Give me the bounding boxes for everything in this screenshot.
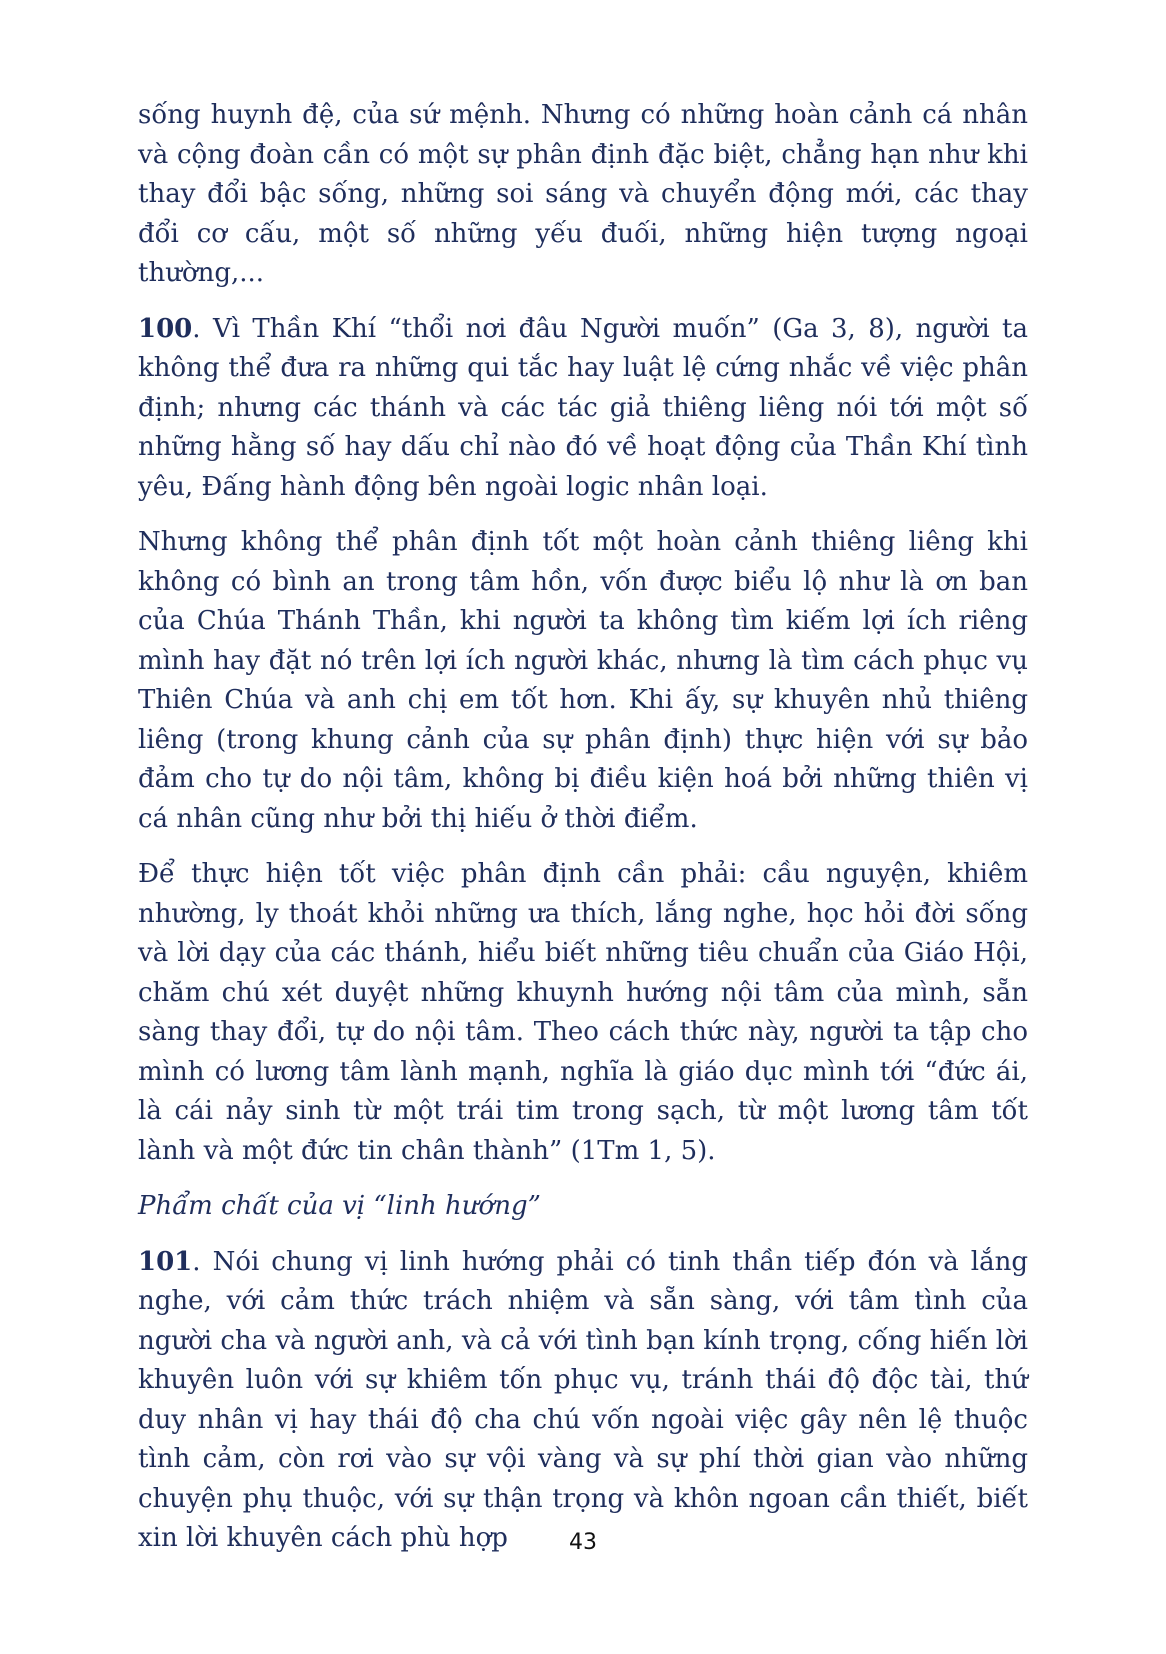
paragraph — [138, 96, 1028, 294]
paragraph-text: sống huynh đệ, của sứ mệnh. Nhưng có những hoàn cảnh cá nhân và cộng đoàn cần có một sự phân định đặc biệt, chẳng hạn như khi thay đổi bậc sống, những soi sáng và chuyển động mới, các thay đổi cơ cấu, một số những yếu đuối, những hiện tượng ngoại thường,... — [138, 100, 1028, 288]
paragraph — [138, 310, 1028, 508]
paragraph-text: Để thực hiện tốt việc phân định cần phải: cầu nguyện, khiêm nhường, ly thoát khỏi những ưa thích, lắng nghe, học hỏi đời sống và lời dạy của các thánh, hiểu biết những tiêu chuẩn của Giáo Hội, chăm chú xét duyệt những khuynh hướng nội tâm của mình, sẵn sàng thay đổi, tự do nội tâm. Theo cách thức này, người ta tập cho mình có lương tâm lành mạnh, nghĩa là giáo dục mình tới “đức ái, là cái nảy sinh từ một trái tim trong sạch, từ một lương tâm tốt lành và một đức tin chân thành” (1Tm 1, 5). — [138, 859, 1028, 1166]
paragraph — [138, 855, 1028, 1171]
paragraph-text: . Vì Thần Khí “thổi nơi đâu Người muốn” (Ga 3, 8), người ta không thể đưa ra những qui tắc hay luật lệ cứng nhắc về việc phân định; nhưng các thánh và các tác giả thiêng liêng nói tới một số những hằng số hay dấu chỉ nào đó về hoạt động của Thần Khí tình yêu, Đấng hành động bên ngoài logic nhân loại. — [138, 313, 1028, 502]
paragraph-number: 101 — [138, 1246, 193, 1277]
paragraph-text: Nhưng không thể phân định tốt một hoàn cảnh thiêng liêng khi không có bình an trong tâm hồn, vốn được biểu lộ như là ơn ban của Chúa Thánh Thần, khi người ta không tìm kiếm lợi ích riêng mình hay đặt nó trên lợi ích người khác, nhưng là tìm cách phục vụ Thiên Chúa và anh chị em tốt hơn. Khi ấy, sự khuyên nhủ thiêng liêng (trong khung cảnh của sự phân định) thực hiện với sự bảo đảm cho tự do nội tâm, không bị điều kiện hoá bởi những thiên vị cá nhân cũng như bởi thị hiếu ở thời điểm. — [138, 527, 1028, 834]
section-heading — [138, 1187, 1028, 1227]
section-heading-text: Phẩm chất của vị “linh hướng” — [138, 1191, 541, 1221]
paragraph-text: . Nói chung vị linh hướng phải có tinh thần tiếp đón và lắng nghe, với cảm thức trách nhiệm và sẵn sàng, với tâm tình của người cha và người anh, và cả với tình bạn kính trọng, cống hiến lời khuyên luôn với sự khiêm tốn phục vụ, tránh thái độ độc tài, thứ duy nhân vị hay thái độ cha chú vốn ngoài việc gây nên lệ thuộc tình cảm, còn rơi vào sự vội vàng và sự phí thời gian vào những chuyện phụ thuộc, với sự thận trọng và khôn ngoan cần thiết, biết xin lời khuyên cách phù hợp — [138, 1246, 1028, 1553]
page-body — [138, 96, 1028, 1575]
paragraph — [138, 1243, 1028, 1559]
paragraph-number: 100 — [138, 313, 193, 344]
page-number: 43 — [569, 1530, 597, 1555]
paragraph — [138, 523, 1028, 839]
